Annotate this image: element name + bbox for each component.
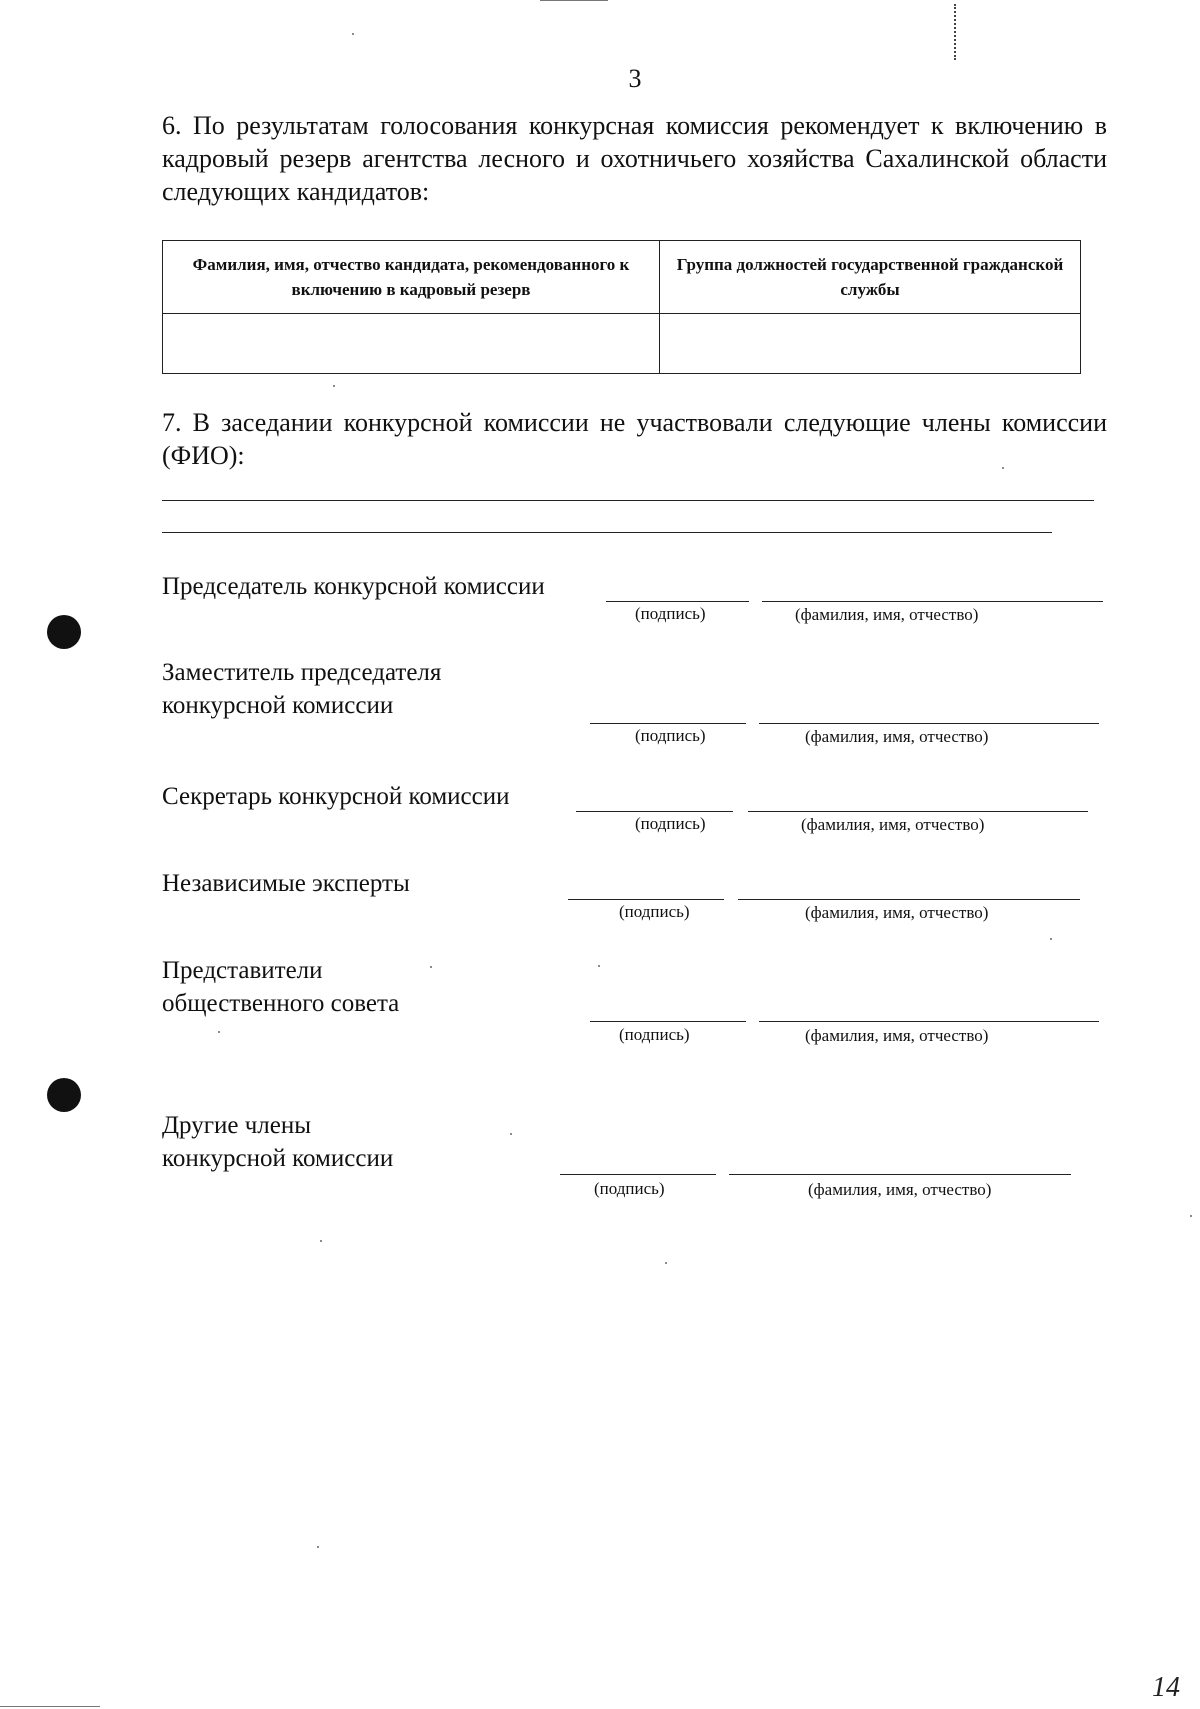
name-line-secretary[interactable] [748,811,1088,812]
name-line-deputy-chairman[interactable] [759,723,1099,724]
signature-role-secretary: Секретарь конкурсной комиссии [162,783,510,810]
role-line-1: Другие члены [162,1112,312,1139]
signature-hint-deputy-chairman: (подпись) [635,726,706,745]
absent-members-line-1[interactable] [162,500,1094,501]
name-hint-deputy-chairman: (фамилия, имя, отчество) [805,727,989,746]
punch-hole-icon [47,1078,81,1112]
signature-hint-secretary: (подпись) [635,814,706,833]
signature-role-other-members [162,1109,393,1175]
signature-hint-other-members: (подпись) [594,1179,665,1198]
scan-speck [665,1262,667,1264]
signature-hint-public-council: (подпись) [619,1025,690,1044]
signature-line-chairman[interactable] [606,601,749,602]
scan-speck [1190,1215,1192,1217]
signature-role-public-council [162,954,399,1020]
name-hint-other-members: (фамилия, имя, отчество) [808,1180,992,1199]
name-hint-independent-experts: (фамилия, имя, отчество) [805,903,989,922]
scan-speck [333,385,335,387]
name-line-independent-experts[interactable] [738,899,1080,900]
candidates-table [162,240,1081,374]
column-header-position-group: Группа должностей государственной гражданской службы [660,241,1081,314]
name-hint-public-council: (фамилия, имя, отчество) [805,1026,989,1045]
signature-line-deputy-chairman[interactable] [590,723,746,724]
scan-speck [598,965,600,967]
scan-top-rule [540,0,608,1]
signature-line-other-members[interactable] [560,1174,716,1175]
punch-hole-icon [47,615,81,649]
table-cell-position-group[interactable] [660,314,1081,374]
name-line-chairman[interactable] [762,601,1103,602]
signature-role-deputy-chairman [162,656,441,722]
signature-line-public-council[interactable] [590,1021,746,1022]
signature-line-secretary[interactable] [576,811,733,812]
scan-speck [1002,467,1004,469]
name-line-other-members[interactable] [729,1174,1071,1175]
signature-role-chairman: Председатель конкурсной комиссии [162,573,545,600]
signature-line-independent-experts[interactable] [568,899,724,900]
scan-speck [1050,938,1052,940]
role-line-2: общественного совета [162,990,400,1017]
table-header-row [163,241,1081,314]
page-number: 3 [628,64,642,93]
scan-speck [320,1240,322,1242]
signature-hint-independent-experts: (подпись) [619,902,690,921]
absent-members-line-2[interactable] [162,532,1052,533]
section-7-paragraph: 7. В заседании конкурсной комиссии не участвовали следующие члены комиссии (ФИО): [162,408,1107,470]
scan-bottom-rule [0,1706,100,1707]
role-line-2: конкурсной комиссии [162,692,394,719]
scan-speck [317,1546,319,1548]
table-cell-candidate[interactable] [163,314,660,374]
signature-role-independent-experts: Независимые эксперты [162,870,410,897]
scan-margin-marks [954,4,958,60]
name-hint-chairman: (фамилия, имя, отчество) [795,605,979,624]
table-row [163,314,1081,374]
name-line-public-council[interactable] [759,1021,1099,1022]
scan-speck [430,966,432,968]
scan-speck [510,1133,512,1135]
scan-speck [218,1031,220,1033]
name-hint-secretary: (фамилия, имя, отчество) [801,815,985,834]
section-6-paragraph: 6. По результатам голосования конкурсная комиссия рекомендует к включению в кадровый резерв агентства лесного и охотничьего хозяйства Сахалинской области следующих кандидатов: [162,111,1107,206]
signature-hint-chairman: (подпись) [635,604,706,623]
role-line-1: Представители [162,957,323,984]
role-line-1: Заместитель председателя [162,659,442,686]
role-line-2: конкурсной комиссии [162,1145,394,1172]
handwritten-page-mark: 14 [1152,1672,1180,1703]
column-header-candidate: Фамилия, имя, отчество кандидата, рекомендованного к включению в кадровый резерв [163,241,660,314]
scan-speck [352,33,354,35]
